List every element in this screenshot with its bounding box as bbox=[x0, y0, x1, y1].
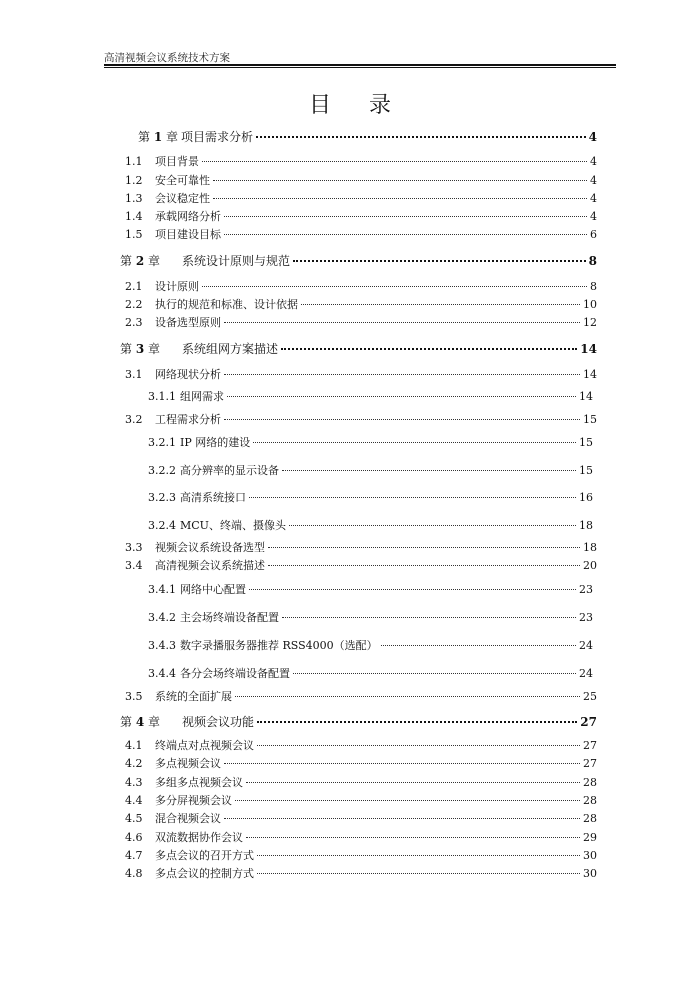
dot-leader bbox=[282, 617, 576, 618]
dot-leader bbox=[213, 180, 587, 181]
toc-entry-page: 25 bbox=[583, 690, 597, 703]
toc-entry-page: 18 bbox=[583, 541, 597, 554]
dot-leader bbox=[289, 525, 576, 526]
dot-leader bbox=[224, 322, 580, 323]
toc-section-entry[interactable] bbox=[125, 210, 597, 224]
dot-leader bbox=[257, 745, 580, 746]
toc-entry-number: 4.5 bbox=[125, 812, 143, 825]
toc-entry-page: 29 bbox=[583, 831, 597, 844]
toc-entry-number: 第 3 章 bbox=[120, 342, 161, 356]
toc-entry-page: 27 bbox=[583, 739, 597, 752]
toc-section-entry[interactable] bbox=[125, 541, 597, 555]
toc-entry-page: 28 bbox=[583, 794, 597, 807]
toc-subsection-entry[interactable] bbox=[148, 464, 593, 478]
toc-chapter-entry[interactable] bbox=[120, 715, 597, 729]
toc-entry-number: 3.2.2 bbox=[148, 464, 176, 477]
dot-leader bbox=[224, 419, 580, 420]
toc-entry-page: 4 bbox=[588, 130, 597, 144]
toc-entry-number: 4.4 bbox=[125, 794, 143, 807]
toc-entry-title: 设计原则 bbox=[155, 280, 199, 293]
dot-leader bbox=[246, 782, 580, 783]
toc-entry-page: 30 bbox=[583, 849, 597, 862]
toc-entry-title: 系统设计原则与规范 bbox=[182, 254, 291, 268]
toc-entry-number: 1.2 bbox=[125, 174, 143, 187]
toc-entry-page: 20 bbox=[583, 559, 597, 572]
running-header: 高清视频会议系统技术方案 bbox=[104, 52, 230, 64]
toc-section-entry[interactable] bbox=[125, 192, 597, 206]
dot-leader bbox=[257, 873, 580, 874]
toc-entry-page: 14 bbox=[580, 342, 597, 356]
toc-section-entry[interactable] bbox=[125, 559, 597, 573]
toc-entry-number: 1.3 bbox=[125, 192, 143, 205]
dot-leader bbox=[224, 374, 580, 375]
toc-entry-title: MCU、终端、摄像头 bbox=[180, 519, 286, 532]
toc-section-entry[interactable] bbox=[125, 794, 597, 808]
toc-entry-page: 27 bbox=[580, 715, 597, 729]
dot-leader bbox=[227, 396, 576, 397]
toc-entry-page: 15 bbox=[583, 413, 597, 426]
toc-entry-title: 多点会议的控制方式 bbox=[155, 867, 254, 880]
toc-entry-page: 4 bbox=[590, 210, 597, 223]
toc-section-entry[interactable] bbox=[125, 413, 597, 427]
toc-entry-number: 3.4.3 bbox=[148, 639, 176, 652]
toc-entry-page: 15 bbox=[579, 464, 593, 477]
toc-entry-number: 4.1 bbox=[125, 739, 143, 752]
toc-entry-number: 3.2.3 bbox=[148, 491, 176, 504]
dot-leader bbox=[268, 565, 580, 566]
dot-leader bbox=[246, 837, 580, 838]
toc-entry-title: 主会场终端设备配置 bbox=[180, 611, 279, 624]
toc-entry-page: 24 bbox=[579, 639, 593, 652]
dot-leader bbox=[301, 304, 580, 305]
toc-subsection-entry[interactable] bbox=[148, 491, 593, 505]
dot-leader bbox=[293, 673, 576, 674]
dot-leader bbox=[224, 234, 587, 235]
toc-entry-title: 网络现状分析 bbox=[155, 368, 221, 381]
toc-entry-number: 3.4.1 bbox=[148, 583, 176, 596]
toc-entry-title: 工程需求分析 bbox=[155, 413, 221, 426]
toc-entry-title: 系统的全面扩展 bbox=[155, 690, 232, 703]
toc-chapter-entry[interactable] bbox=[120, 254, 597, 268]
toc-entry-number: 第 1 章 bbox=[138, 130, 179, 144]
dot-leader bbox=[253, 442, 576, 443]
dot-leader bbox=[256, 136, 586, 138]
dot-leader bbox=[224, 216, 587, 217]
toc-entry-title: 设备选型原则 bbox=[155, 316, 221, 329]
toc-entry-number: 4.3 bbox=[125, 776, 143, 789]
dot-leader bbox=[282, 470, 576, 471]
toc-section-entry[interactable] bbox=[125, 228, 597, 242]
toc-entry-title: 各分会场终端设备配置 bbox=[180, 667, 290, 680]
toc-entry-number: 2.2 bbox=[125, 298, 143, 311]
toc-subsection-entry[interactable] bbox=[148, 390, 593, 404]
toc-entry-number: 1.4 bbox=[125, 210, 143, 223]
dot-leader bbox=[224, 763, 580, 764]
toc-entry-number: 3.2 bbox=[125, 413, 143, 426]
dot-leader bbox=[281, 348, 577, 350]
toc-entry-number: 3.1.1 bbox=[148, 390, 176, 403]
toc-entry-number: 4.8 bbox=[125, 867, 143, 880]
toc-subsection-entry[interactable] bbox=[148, 639, 593, 653]
toc-entry-title: 项目背景 bbox=[155, 155, 199, 168]
toc-title: 目录 bbox=[308, 93, 429, 118]
toc-entry-number: 3.4 bbox=[125, 559, 143, 572]
dot-leader bbox=[202, 286, 587, 287]
toc-entry-title: 多分屏视频会议 bbox=[155, 794, 232, 807]
toc-entry-page: 14 bbox=[579, 390, 593, 403]
toc-chapter-entry[interactable] bbox=[120, 342, 597, 356]
toc-entry-number: 4.6 bbox=[125, 831, 143, 844]
toc-entry-number: 1.1 bbox=[125, 155, 143, 168]
toc-entry-number: 3.2.4 bbox=[148, 519, 176, 532]
toc-entry-title: 承载网络分析 bbox=[155, 210, 221, 223]
dot-leader bbox=[268, 547, 580, 548]
toc-section-entry[interactable] bbox=[125, 155, 597, 169]
toc-entry-title: 高清系统接口 bbox=[180, 491, 246, 504]
toc-section-entry[interactable] bbox=[125, 739, 597, 753]
toc-entry-page: 30 bbox=[583, 867, 597, 880]
toc-section-entry[interactable] bbox=[125, 757, 597, 771]
toc-subsection-entry[interactable] bbox=[148, 436, 593, 450]
toc-entry-title: 网络中心配置 bbox=[180, 583, 246, 596]
dot-leader bbox=[257, 855, 580, 856]
toc-subsection-entry[interactable] bbox=[148, 519, 593, 533]
toc-entry-title: 高分辨率的显示设备 bbox=[180, 464, 279, 477]
toc-entry-page: 18 bbox=[579, 519, 593, 532]
dot-leader bbox=[202, 161, 587, 162]
toc-entry-page: 15 bbox=[579, 436, 593, 449]
toc-entry-page: 27 bbox=[583, 757, 597, 770]
toc-entry-page: 10 bbox=[583, 298, 597, 311]
toc-entry-page: 8 bbox=[588, 254, 597, 268]
toc-entry-number: 第 4 章 bbox=[120, 715, 161, 729]
toc-entry-page: 4 bbox=[590, 155, 597, 168]
dot-leader bbox=[249, 589, 576, 590]
toc-entry-page: 24 bbox=[579, 667, 593, 680]
dot-leader bbox=[257, 721, 577, 723]
toc-entry-title: 数字录播服务器推荐 RSS4000（选配） bbox=[180, 639, 378, 652]
toc-subsection-entry[interactable] bbox=[148, 611, 593, 625]
toc-entry-title: 系统组网方案描述 bbox=[182, 342, 279, 356]
toc-entry-number: 3.1 bbox=[125, 368, 143, 381]
dot-leader bbox=[213, 198, 587, 199]
toc-entry-number: 2.3 bbox=[125, 316, 143, 329]
toc-entry-page: 23 bbox=[579, 611, 593, 624]
toc-entry-title: 混合视频会议 bbox=[155, 812, 221, 825]
toc-entry-number: 3.2.1 bbox=[148, 436, 176, 449]
dot-leader bbox=[235, 696, 580, 697]
toc-section-entry[interactable] bbox=[125, 867, 597, 881]
toc-entry-number: 3.3 bbox=[125, 541, 143, 554]
toc-entry-title: 组网需求 bbox=[180, 390, 224, 403]
toc-entry-number: 3.4.4 bbox=[148, 667, 176, 680]
toc-entry-title: 多点会议的召开方式 bbox=[155, 849, 254, 862]
toc-entry-number: 4.7 bbox=[125, 849, 143, 862]
toc-section-entry[interactable] bbox=[125, 812, 597, 826]
toc-subsection-entry[interactable] bbox=[148, 667, 593, 681]
toc-entry-page: 23 bbox=[579, 583, 593, 596]
toc-entry-page: 28 bbox=[583, 812, 597, 825]
toc-entry-number: 3.4.2 bbox=[148, 611, 176, 624]
toc-entry-number: 第 2 章 bbox=[120, 254, 161, 268]
toc-entry-title: 项目建设目标 bbox=[155, 228, 221, 241]
toc-section-entry[interactable] bbox=[125, 280, 597, 294]
toc-chapter-entry[interactable] bbox=[138, 130, 597, 144]
toc-section-entry[interactable] bbox=[125, 316, 597, 330]
toc-entry-title: 终端点对点视频会议 bbox=[155, 739, 254, 752]
toc-section-entry[interactable] bbox=[125, 690, 597, 704]
toc-entry-title: 多点视频会议 bbox=[155, 757, 221, 770]
toc-subsection-entry[interactable] bbox=[148, 583, 593, 597]
toc-entry-title: 视频会议系统设备选型 bbox=[155, 541, 265, 554]
toc-entry-title: 高清视频会议系统描述 bbox=[155, 559, 265, 572]
toc-entry-title: 双流数据协作会议 bbox=[155, 831, 243, 844]
dot-leader bbox=[293, 260, 586, 262]
toc-entry-page: 28 bbox=[583, 776, 597, 789]
toc-section-entry[interactable] bbox=[125, 298, 597, 312]
toc-entry-page: 4 bbox=[590, 174, 597, 187]
toc-section-entry[interactable] bbox=[125, 831, 597, 845]
toc-section-entry[interactable] bbox=[125, 849, 597, 863]
toc-entry-page: 4 bbox=[590, 192, 597, 205]
toc-section-entry[interactable] bbox=[125, 368, 597, 382]
toc-entry-title: 多组多点视频会议 bbox=[155, 776, 243, 789]
dot-leader bbox=[249, 497, 576, 498]
toc-entry-number: 3.5 bbox=[125, 690, 143, 703]
toc-entry-page: 6 bbox=[590, 228, 597, 241]
toc-entry-title: 会议稳定性 bbox=[155, 192, 210, 205]
toc-entry-page: 14 bbox=[583, 368, 597, 381]
toc-entry-title: 安全可靠性 bbox=[155, 174, 210, 187]
toc-entry-page: 16 bbox=[579, 491, 593, 504]
toc-entry-title: 执行的规范和标准、设计依据 bbox=[155, 298, 298, 311]
toc-entry-page: 12 bbox=[583, 316, 597, 329]
dot-leader bbox=[381, 645, 576, 646]
toc-entry-number: 4.2 bbox=[125, 757, 143, 770]
toc-entry-title: 项目需求分析 bbox=[181, 130, 254, 144]
dot-leader bbox=[224, 818, 580, 819]
dot-leader bbox=[235, 800, 580, 801]
toc-entry-title: 视频会议功能 bbox=[182, 715, 255, 729]
toc-entry-title: IP 网络的建设 bbox=[180, 436, 251, 449]
toc-section-entry[interactable] bbox=[125, 174, 597, 188]
toc-section-entry[interactable] bbox=[125, 776, 597, 790]
toc-entry-page: 8 bbox=[590, 280, 597, 293]
toc-entry-number: 2.1 bbox=[125, 280, 143, 293]
toc-entry-number: 1.5 bbox=[125, 228, 143, 241]
